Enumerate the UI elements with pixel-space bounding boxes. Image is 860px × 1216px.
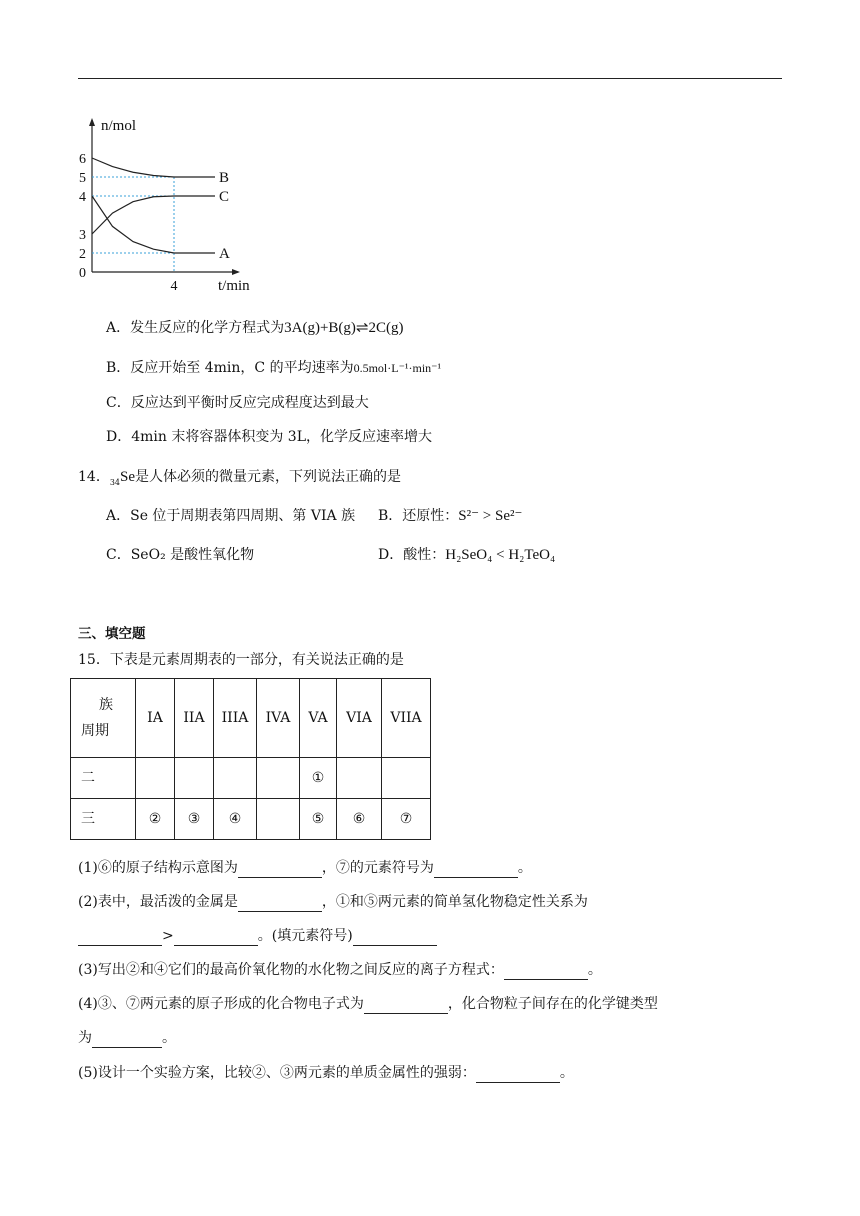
y-tick-label: 2 xyxy=(79,247,86,262)
table-cell xyxy=(257,758,300,799)
group-header: VIIA xyxy=(382,679,431,758)
series-line-A xyxy=(92,196,215,253)
group-header: VIA xyxy=(337,679,382,758)
q13-option-c: C．反应达到平衡时反应完成程度达到最大 xyxy=(106,395,369,411)
table-cell xyxy=(337,758,382,799)
q13-option-d: D．4min 末将容器体积变为 3L，化学反应速率增大 xyxy=(106,429,433,445)
period-label: 二 xyxy=(71,758,136,799)
q15-intro: 15．下表是元素周期表的一部分，有关说法正确的是 xyxy=(78,652,404,668)
answer-blank[interactable] xyxy=(504,965,588,980)
table-cell: ⑥ xyxy=(337,799,382,840)
answer-blank[interactable] xyxy=(476,1068,560,1083)
q15-part-1: (1)⑥的原子结构示意图为 ，⑦的元素符号为 。 xyxy=(78,860,532,876)
group-header: IIA xyxy=(175,679,214,758)
table-cell xyxy=(175,758,214,799)
q13-option-a: A．发生反应的化学方程式为3A(g)+B(g)⇌2C(g) xyxy=(106,320,404,336)
answer-blank[interactable] xyxy=(92,1033,162,1048)
q15-part-3: (3)写出②和④它们的最高价氧化物的水化物之间反应的离子方程式： 。 xyxy=(78,962,602,978)
answer-blank[interactable] xyxy=(353,931,437,946)
x-axis-arrow xyxy=(232,269,240,275)
answer-blank[interactable] xyxy=(364,999,448,1014)
group-header: IIIA xyxy=(214,679,257,758)
y-tick-label: 6 xyxy=(79,152,86,167)
series-label-C: C xyxy=(219,189,230,205)
group-header: VA xyxy=(300,679,337,758)
y-tick-label: 5 xyxy=(79,171,86,186)
answer-blank[interactable] xyxy=(174,931,258,946)
q15-part-4-continued: 为 。 xyxy=(78,1030,176,1046)
q15-part-2: (2)表中，最活泼的金属是 ，①和⑤两元素的简单氢化物稳定性关系为 xyxy=(78,894,588,910)
table-cell xyxy=(136,758,175,799)
table-cell xyxy=(257,799,300,840)
series-line-B xyxy=(92,158,215,177)
mole-time-chart xyxy=(70,110,270,295)
answer-blank[interactable] xyxy=(434,863,518,878)
x-axis-label: t/min xyxy=(218,278,250,294)
table-cell xyxy=(214,758,257,799)
q14-option-c: C．SeO₂ 是酸性氧化物 xyxy=(106,547,255,563)
series-line-C xyxy=(92,196,215,234)
table-cell: ④ xyxy=(214,799,257,840)
corner-group-label: 族 xyxy=(99,697,113,713)
q14-option-d: D．酸性：H₂SeO₄ < H₂TeO₄ xyxy=(378,547,556,563)
y-tick-label: 4 xyxy=(79,190,86,205)
table-cell: ⑦ xyxy=(382,799,431,840)
q14-option-b: B．还原性：S²⁻ > Se²⁻ xyxy=(378,508,523,524)
period-label: 三 xyxy=(71,799,136,840)
q14-option-a: A．Se 位于周期表第四周期、第 VIA 族 xyxy=(106,508,356,524)
table-cell: ① xyxy=(300,758,337,799)
table-cell: ③ xyxy=(175,799,214,840)
q13-option-b: B．反应开始至 4min，C 的平均速率为0.5mol·L⁻¹·min⁻¹ xyxy=(106,360,442,376)
top-rule xyxy=(78,78,782,79)
answer-blank[interactable] xyxy=(238,863,322,878)
q15-part-2-continued: > 。(填元素符号) xyxy=(78,926,437,946)
y-tick-label: 3 xyxy=(79,228,86,243)
answer-blank[interactable] xyxy=(238,897,322,912)
group-header: IVA xyxy=(257,679,300,758)
q15-part-4: (4)③、⑦两元素的原子形成的化合物电子式为 ，化合物粒子间存在的化学键类型 xyxy=(78,996,658,1012)
table-cell: ② xyxy=(136,799,175,840)
group-header: IA xyxy=(136,679,175,758)
y-axis-arrow xyxy=(89,118,95,126)
table-cell: ⑤ xyxy=(300,799,337,840)
series-label-A: A xyxy=(219,246,230,262)
q14-stem: 14．$_{34}$Se是人体必须的微量元素，下列说法正确的是 xyxy=(78,469,402,487)
q15-part-5: (5)设计一个实验方案，比较②、③两元素的单质金属性的强弱： 。 xyxy=(78,1065,574,1081)
y-axis-label: n/mol xyxy=(101,118,137,134)
x-tick-label: 4 xyxy=(170,279,178,294)
table-cell xyxy=(382,758,431,799)
series-label-B: B xyxy=(219,170,230,186)
periodic-table-excerpt xyxy=(70,678,431,840)
answer-blank[interactable] xyxy=(78,931,162,946)
table-corner xyxy=(71,679,136,758)
corner-period-label: 周期 xyxy=(81,723,109,739)
section-heading: 三、填空题 xyxy=(78,626,146,642)
y-tick-label: 0 xyxy=(79,266,86,281)
